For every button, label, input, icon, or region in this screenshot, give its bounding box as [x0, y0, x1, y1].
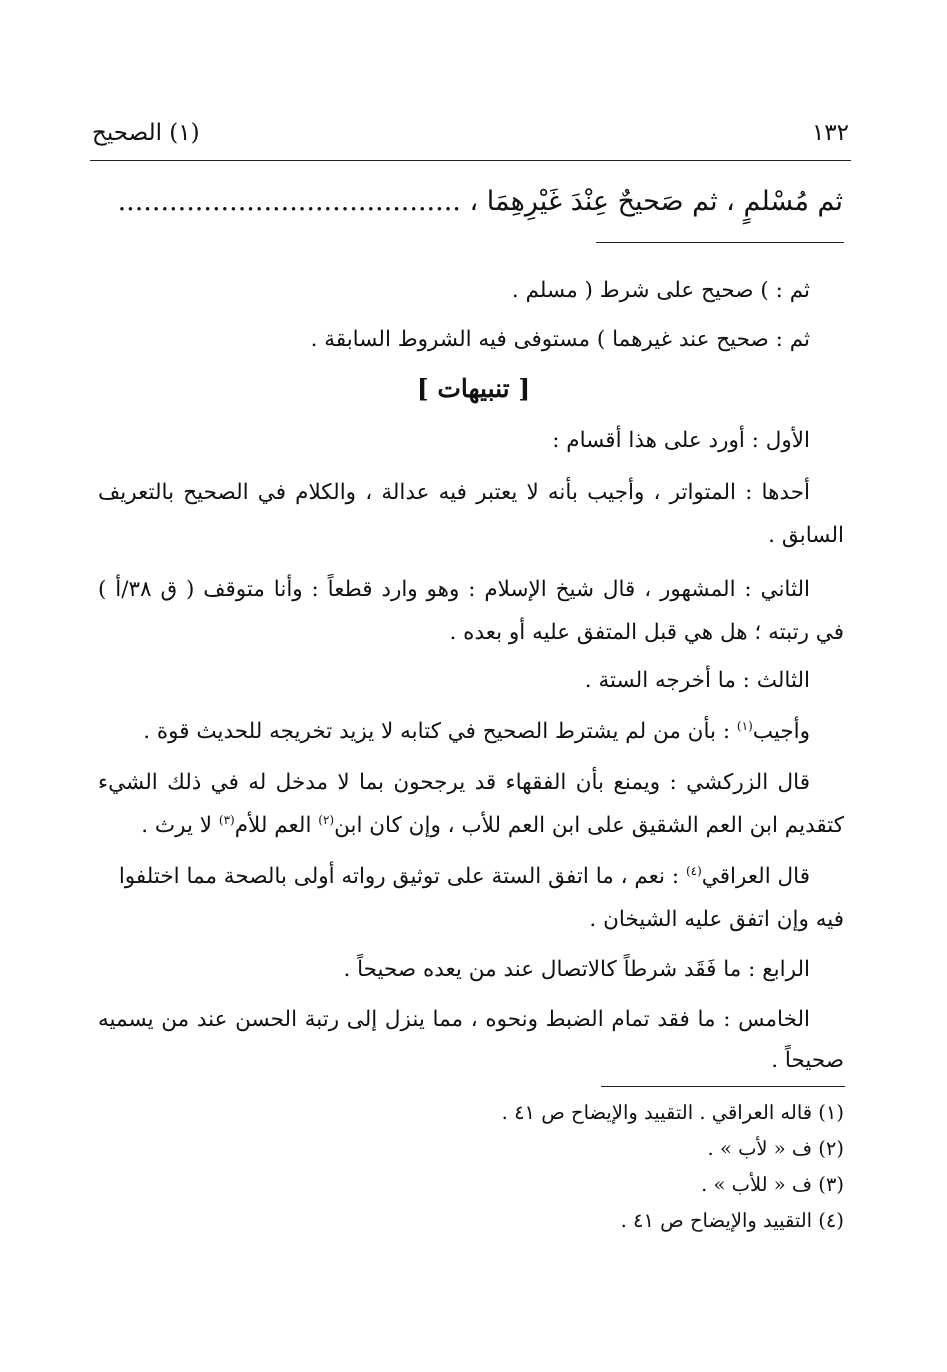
matn-rule: [596, 242, 844, 243]
footnote-ref: (٤): [685, 863, 702, 878]
footnote: (١) قاله العراقي . التقييد والإيضاح ص ٤١ .: [501, 1101, 844, 1124]
commentary-line: فيه وإن اتفق عليه الشيخان .: [589, 907, 844, 932]
chapter-title: (١) الصحيح: [92, 120, 200, 146]
inline-text: كتقديم ابن العم الشقيق على ابن العم للأب ، وإن كان ابن: [334, 813, 844, 838]
matn-text: ثم مُسْلمٍ ، ثم صَحيحٌ عِنْدَ غَيْرِهِمَا ،: [469, 186, 843, 217]
section-heading: [ تنبيهات ]: [416, 374, 531, 403]
inline-text: : بأن من لم يشترط الصحيح في كتابه لا يزيد تخريجه للحديث قوة .: [143, 719, 737, 744]
running-header: [92, 120, 849, 156]
commentary-line: في رتبته ؛ هل هي قبل المتفق عليه أو بعده .: [449, 620, 844, 645]
commentary-line: قال الزركشي : ويمنع بأن الفقهاء قد يرجحون بما لا مدخل له في ذلك الشيء: [98, 770, 810, 795]
commentary-line: [98, 864, 844, 889]
matn-verse: [100, 186, 843, 217]
commentary-line: الأول : أورد على هذا أقسام :: [552, 428, 810, 453]
commentary-line: الثاني : المشهور ، قال شيخ الإسلام : وهو وارد قطعاً : وأنا متوقف ( ق ٣٨/أ ): [98, 577, 810, 602]
inline-text: العم للأم: [234, 813, 319, 838]
commentary-line: ثم : صحيح عند غيرهما ) مستوفى فيه الشروط السابقة .: [310, 327, 810, 352]
footnote-rule: [601, 1086, 845, 1087]
commentary-line: السابق .: [768, 523, 844, 548]
footnote: (٤) التقييد والإيضاح ص ٤١ .: [620, 1209, 844, 1232]
inline-text: لا يرث .: [141, 813, 219, 838]
commentary-line: الثالث : ما أخرجه الستة .: [584, 668, 810, 693]
commentary-line: [98, 813, 844, 838]
footnote: (٣) ف « للأب » .: [701, 1173, 844, 1196]
footnote-ref: (١): [736, 718, 753, 733]
footnote-ref: (٢): [318, 812, 335, 827]
inline-text: قال العراقي: [701, 864, 810, 889]
commentary-line: الخامس : ما فقد تمام الضبط ونحوه ، مما ينزل إلى رتبة الحسن عند من يسميه: [98, 1007, 810, 1032]
footnote-ref: (٣): [218, 812, 235, 827]
commentary-line: الرابع : ما فَقَد شرطاً كالاتصال عند من يعده صحيحاً .: [343, 957, 810, 982]
footnote: (٢) ف « لأب » .: [707, 1137, 844, 1160]
inline-text: وأجيب: [752, 719, 810, 744]
matn-dots: ........................................: [117, 186, 461, 217]
inline-text: : نعم ، ما اتفق الستة على توثيق رواته أولى بالصحة مما اختلفوا: [118, 864, 686, 889]
commentary-line: ثم : ) صحيح على شرط ( مسلم .: [511, 278, 810, 303]
page-number: ١٣٢: [811, 120, 849, 146]
commentary-line: [98, 719, 844, 744]
header-rule: [90, 160, 851, 161]
commentary-line: أحدها : المتواتر ، وأجيب بأنه لا يعتبر فيه عدالة ، والكلام في الصحيح بالتعريف: [98, 480, 810, 505]
commentary-line: صحيحاً .: [771, 1048, 844, 1073]
